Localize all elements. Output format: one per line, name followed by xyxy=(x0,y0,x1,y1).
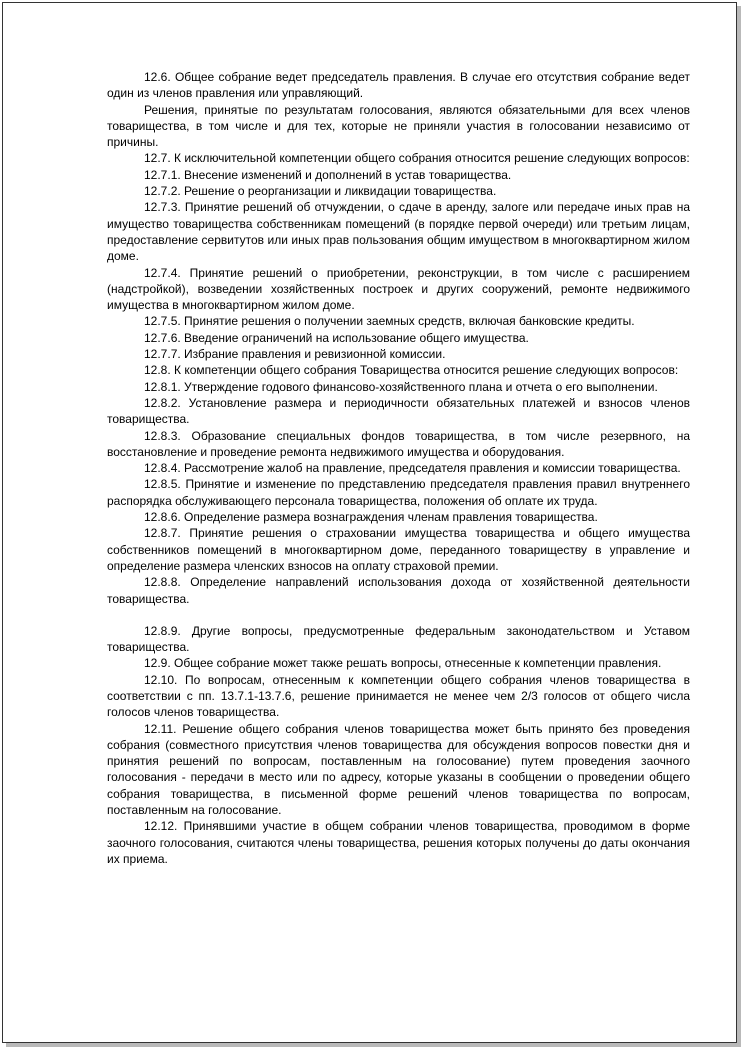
paragraph-12-7-4: 12.7.4. Принятие решений о приобретении, реконструкции, в том числе с расширением (надстройкой), возведении хозяйственных построек и других сооружений, ремонте недвижимого имущества в многоквартирном жилом доме. xyxy=(107,265,690,313)
paragraph-12-8-8: 12.8.8. Определение направлений использования дохода от хозяйственной деятельности товарищества. xyxy=(107,575,690,606)
paragraph-12-8-6: 12.8.6. Определение размера вознаграждения членам правления товарищества. xyxy=(144,510,598,525)
paragraph-12-8-5: 12.8.5. Принятие и изменение по представлению председателя правления правил внутреннего распорядка обслуживающего персонала товарищества, положения об оплате их труда. xyxy=(107,477,690,508)
paragraph-12-7: 12.7. К исключительной компетенции общего собрания относится решение следующих вопросов: xyxy=(144,151,690,166)
paragraph-12-7-5: 12.7.5. Принятие решения о получении заемных средств, включая банковские кредиты. xyxy=(144,314,635,329)
paragraph-12-7-1: 12.7.1. Внесение изменений и дополнений в устав товарищества. xyxy=(144,167,512,182)
paragraph-12-6: 12.6. Общее собрание ведет председатель правления. В случае его отсутствия собрание ведет один из членов правления или управляющий. xyxy=(107,70,690,101)
paragraph-decisions-binding: Решения, принятые по результатам голосования, являются обязательными для всех членов товарищества, в том числе и для тех, которые не приняли участия в голосовании независимо от причины. xyxy=(107,102,690,150)
paragraph-12-8-7: 12.8.7. Принятие решения о страховании имущества товарищества и общего имущества собственников помещений в многоквартирном доме, переданного товариществу в управление и определение размера членских взносов на оплату страховой премии. xyxy=(107,526,690,573)
paragraph-12-12: 12.12. Принявшими участие в общем собрании членов товарищества, проводимом в форме заочного голосования, считаются члены товарищества, решения которых получены до даты окончания их приема. xyxy=(107,819,690,866)
paragraph-12-8-3: 12.8.3. Образование специальных фондов товарищества, в том числе резервного, на восстановление и проведение ремонта недвижимого имущества и оборудования. xyxy=(107,428,690,459)
paragraph-12-8-9: 12.8.9. Другие вопросы, предусмотренные федеральным законодательством и Уставом товарищества. xyxy=(107,623,690,655)
paragraph-12-7-7: 12.7.7. Избрание правления и ревизионной комиссии. xyxy=(144,347,446,362)
document-page xyxy=(2,2,737,1043)
paragraph-12-10: 12.10. По вопросам, отнесенным к компетенции общего собрания членов товарищества в соответствии с пп. 13.7.1-13.7.6, решение принимается не менее чем 2/3 голосов от общего числа голосов членов товарищества. xyxy=(107,672,690,720)
paragraph-12-11: 12.11. Решение общего собрания членов товарищества может быть принято без проведения собрания (совместного присутствия членов товарищества для обсуждения вопросов повестки дня и принятия решений по вопросам, поставленным на голосование) путем проведения заочного голосования - передачи в место или по адресу, которые указаны в сообщении о проведении общего собрания товарищества, в письменной форме решений членов товарищества по вопросам, поставленным на голосование. xyxy=(107,721,690,818)
paragraph-12-7-6: 12.7.6. Введение ограничений на использование общего имущества. xyxy=(144,330,529,345)
paragraph-12-8: 12.8. К компетенции общего собрания Товарищества относится решение следующих вопросов: xyxy=(144,363,679,378)
document-body xyxy=(107,69,690,867)
paragraph-12-8-1: 12.8.1. Утверждение годового финансово-хозяйственного плана и отчета о его выполнении. xyxy=(144,379,658,394)
paragraph-12-7-3: 12.7.3. Принятие решений об отчуждении, о сдаче в аренду, залоге или передаче иных прав на имущество товарищества собственникам помещений (в порядке первой очереди) или третьим лицам, предоставление сервитутов или иных прав пользования общим имуществом в многоквартирном жилом доме. xyxy=(107,200,690,264)
paragraph-12-8-2: 12.8.2. Установление размера и периодичности обязательных платежей и взносов членов товарищества. xyxy=(107,395,690,427)
paragraph-12-7-2: 12.7.2. Решение о реорганизации и ликвидации товарищества. xyxy=(144,184,497,199)
paragraph-12-9: 12.9. Общее собрание может также решать вопросы, отнесенные к компетенции правления. xyxy=(144,656,662,671)
paragraph-12-8-4: 12.8.4. Рассмотрение жалоб на правление, председателя правления и комиссии товарищества. xyxy=(144,461,681,476)
